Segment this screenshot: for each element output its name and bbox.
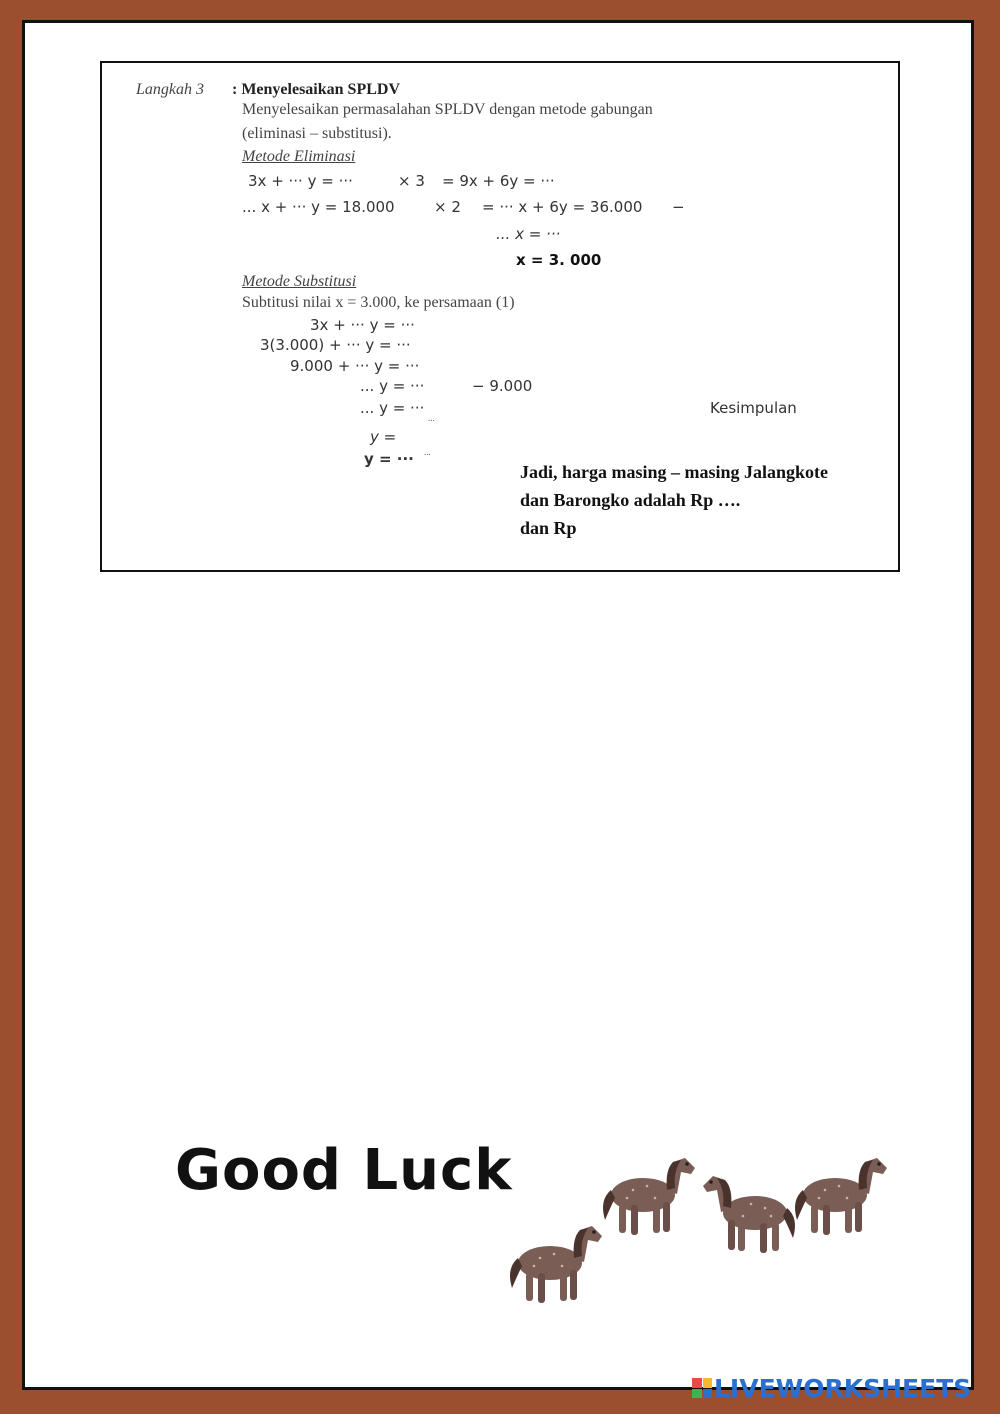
subs-line-5-fraction: ... bbox=[428, 413, 435, 423]
elim-eq1-left: 3x + ··· y = ··· bbox=[248, 172, 353, 190]
subs-line-6: y = bbox=[370, 428, 397, 446]
horses-illustration bbox=[505, 1140, 895, 1315]
elim-result-x: x = 3. 000 bbox=[516, 251, 602, 269]
step-description-line1: Menyelesaikan permasalahan SPLDV dengan metode gabungan bbox=[242, 101, 653, 118]
logo-text: LIVEWORKSHEETS bbox=[714, 1373, 972, 1403]
subs-line-7-fraction: ... bbox=[424, 447, 431, 457]
step-description-line2: (eliminasi – substitusi). bbox=[242, 125, 392, 142]
elimination-heading: Metode Eliminasi bbox=[242, 148, 356, 165]
elim-result-blank: ... x = ··· bbox=[496, 225, 561, 243]
solution-card bbox=[100, 61, 900, 572]
conclusion-line1: Jadi, harga masing – masing Jalangkote bbox=[520, 462, 829, 482]
subs-line-1: 3x + ··· y = ··· bbox=[310, 316, 415, 334]
elim-eq1-right: = 9x + 6y = ··· bbox=[442, 172, 555, 190]
elim-eq1-multiplier: × 3 bbox=[398, 172, 425, 190]
step-label: Langkah 3 bbox=[136, 81, 204, 98]
elim-subtract-op: − bbox=[672, 198, 685, 216]
subs-line-4: ... y = ··· bbox=[360, 377, 425, 395]
elim-eq2-multiplier: × 2 bbox=[434, 198, 461, 216]
elim-eq2-right: = ··· x + 6y = 36.000 bbox=[482, 198, 643, 216]
elim-eq2-left: ... x + ··· y = 18.000 bbox=[242, 198, 395, 216]
conclusion-line2: dan Barongko adalah Rp …. bbox=[520, 490, 741, 510]
subs-line-2: 3(3.000) + ··· y = ··· bbox=[260, 336, 411, 354]
subs-line-5: ... y = ··· bbox=[360, 399, 425, 417]
conclusion-line3: dan Rp bbox=[520, 518, 577, 538]
conclusion-label: Kesimpulan bbox=[710, 399, 797, 417]
good-luck-title: Good Luck bbox=[175, 1138, 513, 1203]
horse-1 bbox=[510, 1226, 602, 1303]
subs-line-7: y = ··· bbox=[364, 450, 414, 468]
horse-3 bbox=[703, 1176, 795, 1253]
step-title: : Menyelesaikan SPLDV bbox=[232, 81, 400, 98]
subs-line-3: 9.000 + ··· y = ··· bbox=[290, 357, 420, 375]
subs-line-4-operation: − 9.000 bbox=[472, 377, 533, 395]
substitution-heading: Metode Substitusi bbox=[242, 273, 357, 290]
horse-2 bbox=[603, 1158, 695, 1235]
liveworksheets-logo[interactable] bbox=[692, 1372, 971, 1404]
logo-mark-icon bbox=[692, 1378, 712, 1398]
substitution-intro: Subtitusi nilai x = 3.000, ke persamaan (1) bbox=[242, 294, 515, 311]
horse-4 bbox=[795, 1158, 887, 1235]
